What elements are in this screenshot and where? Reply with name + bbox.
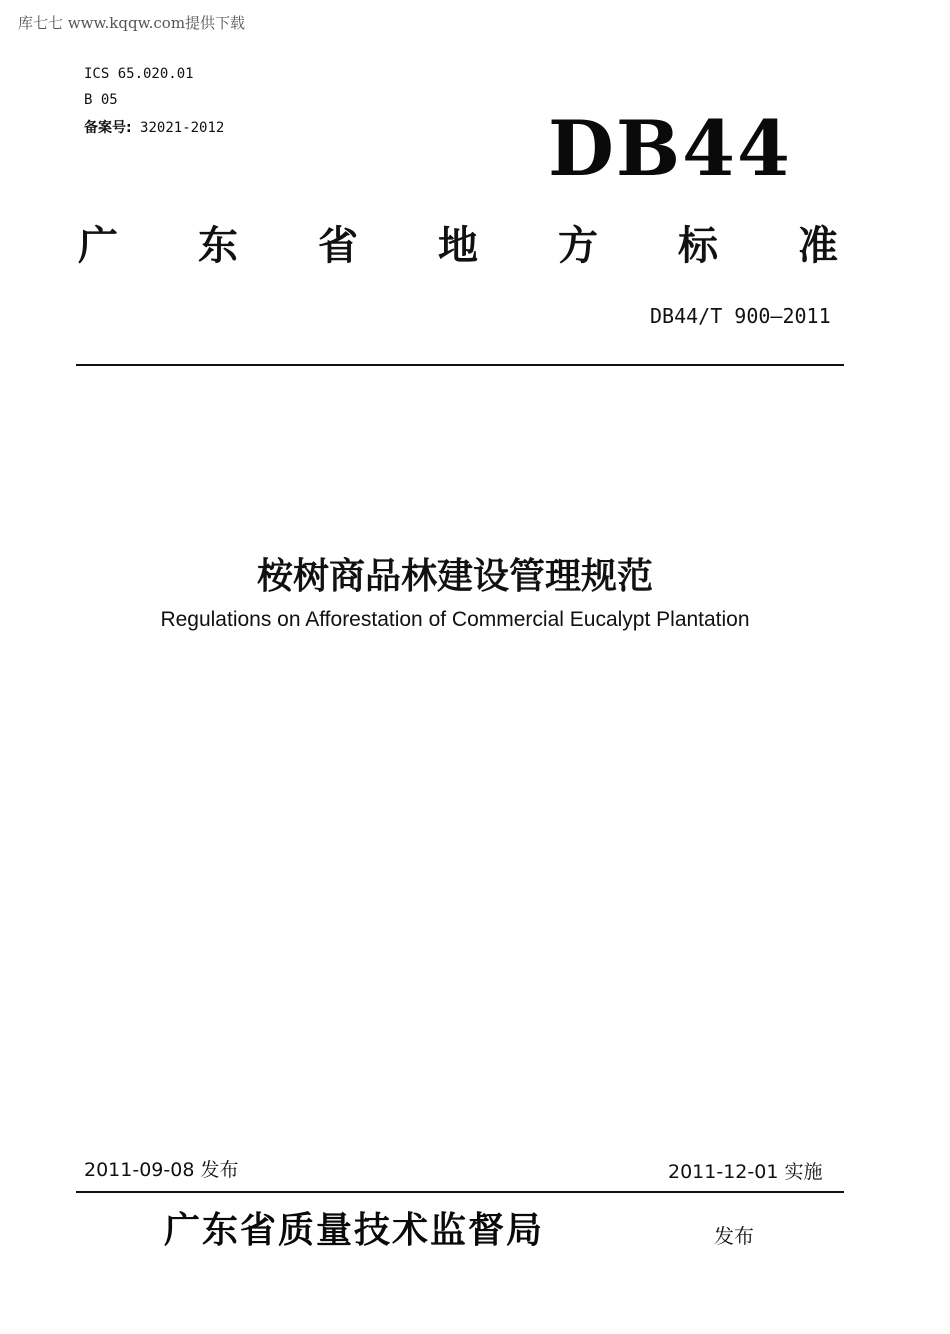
document-title-english: Regulations on Afforestation of Commercial Eucalypt Plantation — [160, 608, 750, 631]
issuing-authority: 广东省质量技术监督局 — [164, 1209, 545, 1251]
standard-type-char: 省 — [318, 223, 358, 269]
bottom-divider — [76, 1191, 844, 1193]
standard-code: DB44/T 900—2011 — [650, 304, 831, 328]
record-number — [84, 117, 224, 137]
top-divider — [76, 364, 844, 366]
standard-type-char: 准 — [798, 223, 838, 269]
standard-type-char: 方 — [558, 223, 598, 269]
document-title-chinese: 桉树商品林建设管理规范 — [256, 556, 653, 597]
standard-type-char: 东 — [198, 223, 238, 269]
ics-code: ICS 65.020.01 — [84, 66, 194, 82]
implementation-date: 2011-12-01 实施 — [668, 1161, 823, 1183]
standard-logo: DB44 — [548, 104, 792, 193]
standard-type-char: 广 — [78, 223, 118, 269]
standard-type-char: 地 — [438, 223, 478, 269]
issued-label: 发布 — [714, 1224, 754, 1248]
watermark-text: 库七七 www.kqqw.com提供下载 — [18, 14, 246, 32]
ccs-code: B 05 — [84, 92, 118, 108]
record-number-label: 备案号: — [84, 120, 132, 136]
record-number-value: 32021-2012 — [140, 120, 225, 136]
standard-type-char: 标 — [678, 223, 718, 269]
publish-date: 2011-09-08 发布 — [84, 1159, 239, 1181]
standard-type-heading — [78, 214, 838, 271]
